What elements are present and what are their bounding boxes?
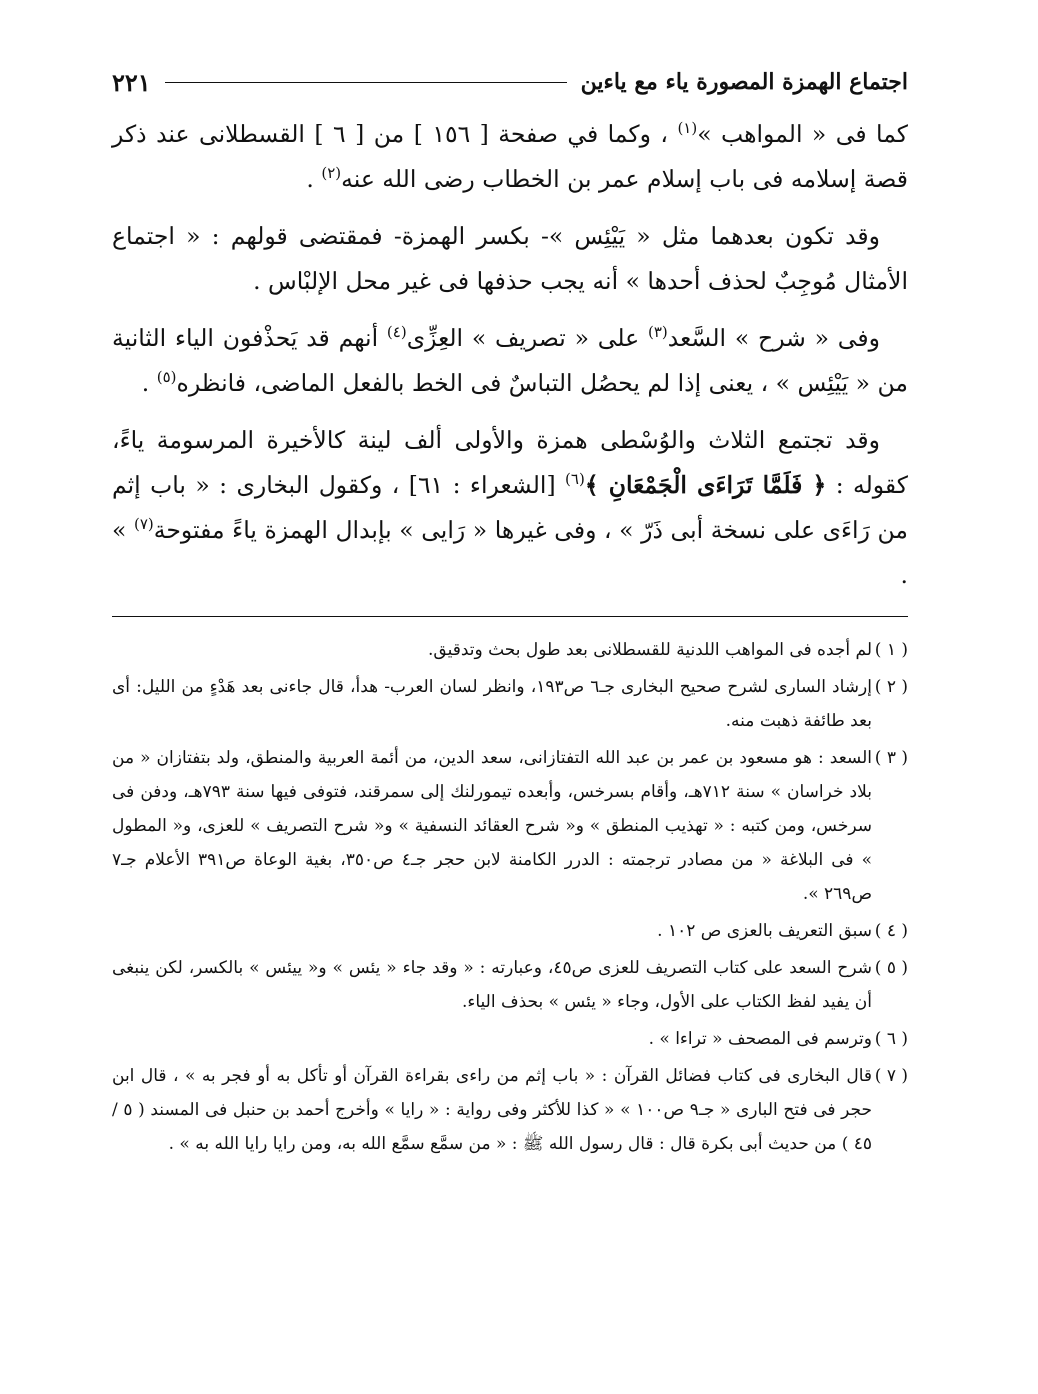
footnote-text: إرشاد السارى لشرح صحيح البخارى جـ٦ ص١٩٣، وانظر لسان العرب- هدأ، قال جاءنى بعد هَدْءٍ من الليل: أى بعد طائفة ذهبت منه. bbox=[112, 677, 872, 731]
footnote-number: ( ١ ) bbox=[874, 640, 908, 660]
footnote-number: ( ٥ ) bbox=[874, 958, 908, 978]
footnote-reference: (٣) bbox=[647, 323, 668, 342]
text-run: [الشعراء : ٦١] ، وكقول البخارى : « باب إثم من رَاءَى على نسخة أبى ذَرّ » ، وفى غيرها « رَايى » بإبدال الهمزة ياءً مفتوحة bbox=[112, 471, 908, 544]
footnote bbox=[112, 670, 908, 738]
main-text bbox=[112, 112, 908, 598]
text-run: . bbox=[306, 165, 322, 193]
footnote-reference: (٢) bbox=[321, 164, 342, 183]
text-run: وقد تجتمع الثلاث والوُسْطى همزة والأولى ألف لينة كالأخيرة المرسومة ياءً، كقوله : bbox=[112, 426, 908, 499]
paragraph bbox=[112, 112, 908, 202]
footnote bbox=[112, 951, 908, 1019]
footnote-reference: (٤) bbox=[386, 323, 407, 342]
text-run: كما فى « المواهب » bbox=[697, 120, 908, 148]
footnote bbox=[112, 1022, 908, 1056]
book-page bbox=[112, 60, 908, 1164]
page-number: ٢٢١ bbox=[112, 67, 151, 97]
footnote-text: سبق التعريف بالعزى ص ١٠٢ . bbox=[657, 921, 872, 941]
header-rule bbox=[165, 82, 567, 83]
footnote-text: السعد : هو مسعود بن عمر بن عبد الله التفتازانى، سعد الدين، من أئمة العربية والمنطق، ولد بتفتازان « من بلاد خراسان » سنة ٧١٢هـ، وأقام بسرخس، وأبعده تيمورلنك إلى سمرقند، فتوفى فيها سنة ٧٩٣هـ، ودفن فى سرخس، ومن كتبه : « تهذيب المنطق » و« شرح العقائد النسفية » و« شرح التصريف » للعزى، و« المطول » فى البلاغة « من مصادر ترجمته : الدرر الكامنة لابن حجر جـ٤ ص٣٥٠، بغية الوعاة ص٣٩١ الأعلام جـ٧ ص٢٦٩ ». bbox=[112, 748, 873, 904]
footnote-reference: (٥) bbox=[156, 368, 177, 387]
running-header bbox=[112, 60, 908, 104]
quran-quote: ﴿ فَلَمَّا تَرَاءَى الْجَمْعَانِ ﴾ bbox=[584, 471, 827, 499]
paragraph bbox=[112, 214, 908, 304]
footnote bbox=[112, 633, 908, 667]
footnote bbox=[112, 741, 908, 911]
paragraph bbox=[112, 316, 908, 406]
text-run: وقد تكون بعدهما مثل « يَيْئِس »- بكسر الهمزة- فمقتضى قولهم : « اجتماع الأمثال مُوجِبٌ لحذف أحدها » أنه يجب حذفها فى غير محل الإلبْاس . bbox=[112, 222, 908, 295]
footnote-reference: (١) bbox=[677, 119, 698, 138]
text-run: ، وكما في صفحة [ ١٥٦ ] من [ ٦ ] القسطلانى عند ذكر قصة إسلامه فى باب إسلام عمر بن الخطاب رضى الله عنه bbox=[112, 120, 908, 193]
text-run: » . bbox=[112, 516, 908, 589]
footnotes bbox=[112, 633, 908, 1161]
footnote-text: وترسم فى المصحف « تراءا » . bbox=[648, 1029, 872, 1049]
footnote-number: ( ٢ ) bbox=[874, 677, 908, 697]
footnote-number: ( ٧ ) bbox=[874, 1066, 908, 1086]
footnote-number: ( ٤ ) bbox=[874, 921, 908, 941]
footnote-reference: (٧) bbox=[133, 515, 154, 534]
footnote-reference: (٦) bbox=[565, 470, 585, 489]
paragraph bbox=[112, 418, 908, 598]
text-run: وفى « شرح » السَّعد bbox=[667, 324, 880, 352]
footnote-number: ( ٦ ) bbox=[874, 1029, 908, 1049]
footnote-text: شرح السعد على كتاب التصريف للعزى ص٤٥، وعبارته : « وقد جاء « يئس » و« ييئس » بالكسر، لكن ينبغى أن يفيد لفظ الكتاب على الأول، وجاء « يئس » بحذف الياء. bbox=[112, 958, 872, 1012]
footnote bbox=[112, 1059, 908, 1161]
footnote-text: لم أجده فى المواهب اللدنية للقسطلانى بعد طول بحث وتدقيق. bbox=[428, 640, 872, 660]
footnote bbox=[112, 914, 908, 948]
text-run: أنهم قد يَحذْفون الياء الثانية من « يَيْئِس » ، يعنى إذا لم يحصُل التباسٌ فى الخط بالفعل الماضى، فانظره bbox=[112, 324, 908, 397]
header-title: اجتماع الهمزة المصورة ياء مع ياءين bbox=[580, 69, 908, 95]
text-run: . bbox=[141, 369, 157, 397]
text-run: على « تصريف » العِزِّى bbox=[406, 324, 648, 352]
footnote-number: ( ٣ ) bbox=[874, 748, 908, 768]
footnote-text: قال البخارى فى كتاب فضائل القرآن : « باب إثم من راءى بقراءة القرآن أو تأكل به أو فجر به » ، قال ابن حجر فى فتح البارى « جـ٩ ص١٠٠ » « كذا للأكثر وفى رواية : « رايا » وأخرج أحمد بن حنبل فى المسند ( ٥ / ٤٥ ) من حديث أبى بكرة قال : قال رسول الله ﷺ : « من سمَّع سمَّع الله به، ومن رايا رايا الله به » . bbox=[112, 1066, 872, 1154]
footnote-divider bbox=[112, 616, 908, 617]
